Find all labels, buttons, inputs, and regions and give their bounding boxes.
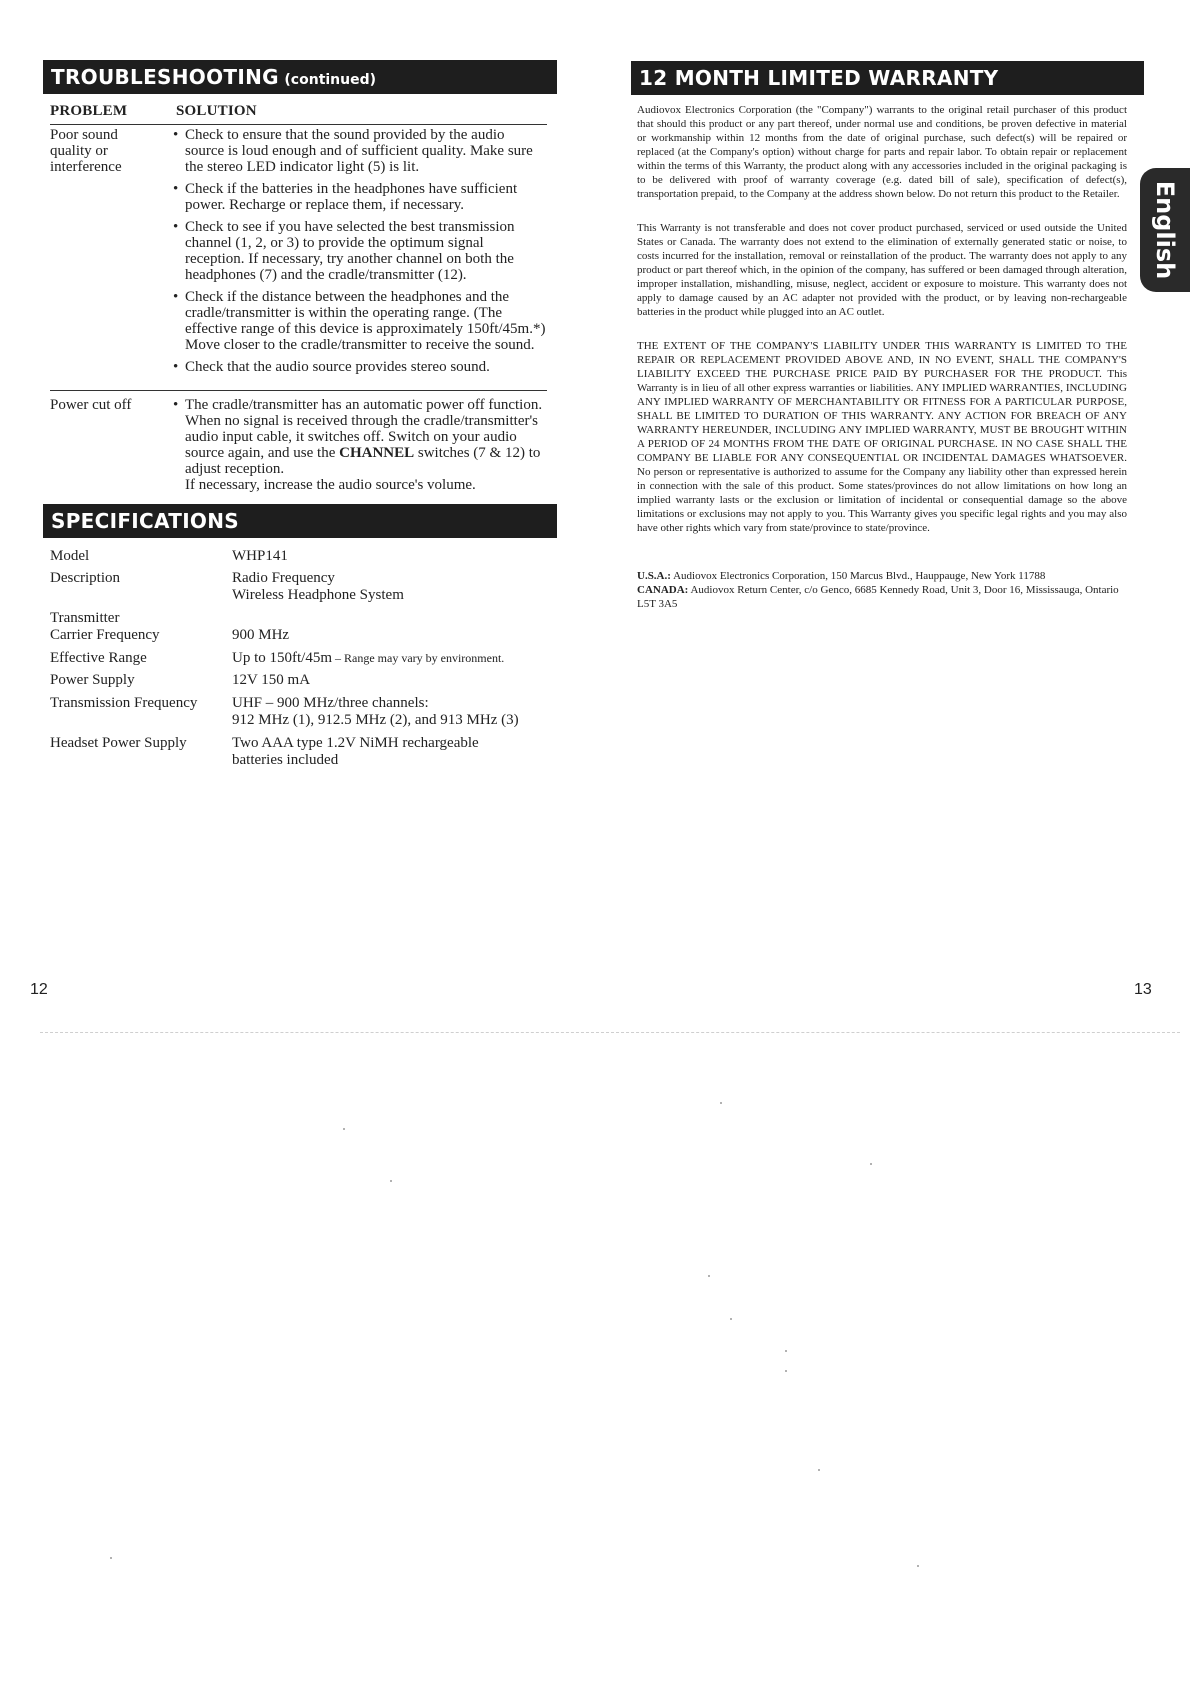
- scan-speck: [917, 1565, 919, 1567]
- solution-list-poor-sound: [176, 127, 546, 381]
- warranty-address-usa: [637, 569, 1127, 583]
- row-divider: [50, 390, 547, 391]
- specifications-title: SPECIFICATIONS: [51, 509, 239, 533]
- spec-value-line: batteries included: [232, 752, 339, 768]
- solution-text: The cradle/transmitter has an automatic power off function. When no signal is received through the cradle/transmitter's audio input cable, it switches off. Switch on your audio source again, and use the: [185, 397, 543, 461]
- specifications-header: [43, 504, 557, 538]
- scan-speck: [343, 1128, 345, 1130]
- spec-label-effective-range: Effective Range: [50, 650, 147, 666]
- solution-item: • Check if the distance between the headphones and the cradle/transmitter is within the operating range. (The effective range of this device is approximately 150ft/45m.*) Move closer to the cradle/transmitter to receive the sound.: [176, 289, 546, 353]
- spec-value-line: Wireless Headphone System: [232, 587, 404, 603]
- warranty-paragraph-2: This Warranty is not transferable and does not cover product purchased, serviced or used outside the United States or Canada. The warranty does not extend to the elimination of externally generated static or noise, to costs incurred for the installation, removal or reinstallation of the product. The warranty does not apply to any product or part thereof which, in the opinion of the company, has suffered or been damaged through alteration, improper installation, mishandling, misuse, neglect, accident or exposure to moisture. This warranty does not apply to damage caused by an AC adapter not provided with the product, or by leaving non-rechargeable batteries in the product while plugged into an AC outlet.: [637, 222, 1127, 318]
- problem-column-header: PROBLEM: [50, 103, 128, 119]
- spec-value-line: Radio Frequency: [232, 570, 335, 586]
- problem-line: interference: [50, 159, 122, 175]
- spec-value-line: 912 MHz (1), 912.5 MHz (2), and 913 MHz (3): [232, 712, 519, 728]
- problem-cell-power-cut-off: [50, 397, 175, 413]
- spec-note: – Range may vary by environment.: [332, 651, 505, 665]
- scan-speck: [818, 1469, 820, 1471]
- spec-value-description: [232, 570, 572, 604]
- scan-speck: [730, 1318, 732, 1320]
- scan-speck: [870, 1163, 872, 1165]
- spec-label-description: Description: [50, 570, 120, 586]
- solution-item: • Check to see if you have selected the best transmission channel (1, 2, or 3) to provide the optimum signal reception. If necessary, try another channel on both the headphones (7) and the cradle/transmitter (12).: [176, 219, 546, 283]
- language-tab-label: English: [1151, 180, 1179, 280]
- spec-value-power-supply: 12V 150 mA: [232, 672, 311, 688]
- spec-label-model: Model: [50, 548, 90, 564]
- spec-value-line: UHF – 900 MHz/three channels:: [232, 695, 429, 711]
- scan-speck: [110, 1557, 112, 1559]
- canada-address: Audiovox Return Center, c/o Genco, 6685 Kennedy Road, Unit 3, Door 16, Mississauga, Ontario L5T 3A5: [637, 584, 1119, 610]
- warranty-title: 12 MONTH LIMITED WARRANTY: [639, 66, 999, 90]
- spec-value-transmission-frequency: [232, 695, 572, 729]
- spec-label-transmission-frequency: Transmission Frequency: [50, 695, 198, 711]
- problem-line: Power cut off: [50, 397, 132, 413]
- problem-line: quality or: [50, 143, 108, 159]
- spec-label-transmitter: Transmitter: [50, 610, 120, 626]
- header-divider: [50, 124, 547, 125]
- troubleshooting-header: [43, 60, 557, 94]
- troubleshooting-title: TROUBLESHOOTING: [51, 65, 279, 89]
- warranty-paragraph-1: Audiovox Electronics Corporation (the "Company") warrants to the original retail purchaser of this product that should this product or any part thereof, under normal use and conditions, be proven defective in material or workmanship within 12 months from the date of original purchase, such defect(s) will be repaired or replaced (at the Company's option) without charge for parts and repair labor. To obtain repair or replacement within the terms of this Warranty, the product along with any accessories included in the original packaging is to be delivered with proof of warranty coverage (e.g. dated bill of sale), specification of defect(s), transportation prepaid, to the Company at the address shown below. Do not return this product to the Retailer.: [637, 104, 1127, 200]
- solution-item: • Check to ensure that the sound provided by the audio source is loud enough and of sufficient quality. Make sure the stereo LED indicator light (5) is lit.: [176, 127, 546, 175]
- scan-speck: [785, 1350, 787, 1352]
- solution-followup: If necessary, increase the audio source's volume.: [185, 477, 476, 493]
- solution-item: [176, 397, 546, 477]
- scan-speck: [720, 1102, 722, 1104]
- spec-value-line: Up to 150ft/45m: [232, 650, 332, 666]
- spec-label-power-supply: Power Supply: [50, 672, 135, 688]
- solution-column-header: SOLUTION: [176, 103, 257, 119]
- warranty-address-canada: [637, 583, 1127, 611]
- language-tab: [1140, 168, 1190, 292]
- solution-text: switches (7 & 12) to adjust reception.: [185, 445, 541, 477]
- solution-item: • Check that the audio source provides stereo sound.: [176, 359, 546, 375]
- scan-speck: [785, 1370, 787, 1372]
- canada-label: CANADA:: [637, 584, 689, 596]
- warranty-header: [631, 61, 1144, 95]
- solution-list-power-cut-off: [176, 397, 546, 493]
- page-number-left: 12: [30, 981, 48, 998]
- scan-speck: [390, 1180, 392, 1182]
- spec-value-carrier-frequency: 900 MHz: [232, 627, 290, 643]
- channel-keyword: CHANNEL: [339, 445, 415, 461]
- problem-cell-poor-sound: [50, 127, 175, 175]
- spec-label-headset-power-supply: Headset Power Supply: [50, 735, 187, 751]
- spec-label-carrier-frequency: Carrier Frequency: [50, 627, 160, 643]
- solution-item: • Check if the batteries in the headphones have sufficient power. Recharge or replace them, if necessary.: [176, 181, 546, 213]
- spec-value-model: WHP141: [232, 548, 288, 564]
- page-fold-line: [40, 1032, 1180, 1033]
- warranty-paragraph-3: THE EXTENT OF THE COMPANY'S LIABILITY UNDER THIS WARRANTY IS LIMITED TO THE REPAIR OR REPLACEMENT PROVIDED ABOVE AND, IN NO EVENT, SHALL THE COMPANY'S LIABILITY EXCEED THE PURCHASE PRICE PAID BY PURCHASER FOR THE PRODUCT. This Warranty is in lieu of all other express warranties or liabilities. ANY IMPLIED WARRANTIES, INCLUDING ANY IMPLIED WARRANTY OF MERCHANTABILITY OR FITNESS FOR A PARTICULAR PURPOSE, SHALL BE LIMITED TO DURATION OF THIS WARRANTY. ANY ACTION FOR BREACH OF ANY WARRANTY HEREUNDER, INCLUDING ANY IMPLIED WARRANTY, MUST BE BROUGHT WITHIN A PERIOD OF 24 MONTHS FROM THE DATE OF ORIGINAL PURCHASE. IN NO CASE SHALL THE COMPANY BE LIABLE FOR ANY CONSEQUENTIAL OR INCIDENTAL DAMAGES WHATSOEVER. No person or representative is authorized to assume for the Company any liability other than expressed herein in connection with the sale of this product. Some states/provinces do not allow limitations on how long an implied warranty lasts or the exclusion or limitation of incidental or consequential damage so the above limitations or exclusions may not apply to you. This Warranty gives you specific legal rights and you may also have other rights which vary from state/province to state/province.: [637, 340, 1127, 534]
- problem-line: Poor sound: [50, 127, 118, 143]
- scan-speck: [708, 1275, 710, 1277]
- spec-value-headset-power-supply: [232, 735, 572, 769]
- spec-value-effective-range: [232, 650, 572, 667]
- usa-address: Audiovox Electronics Corporation, 150 Marcus Blvd., Hauppauge, New York 11788: [673, 570, 1046, 582]
- spec-value-line: Two AAA type 1.2V NiMH rechargeable: [232, 735, 479, 751]
- page-number-right: 13: [1134, 981, 1152, 998]
- usa-label: U.S.A.:: [637, 570, 671, 582]
- troubleshooting-subtitle: (continued): [284, 72, 377, 88]
